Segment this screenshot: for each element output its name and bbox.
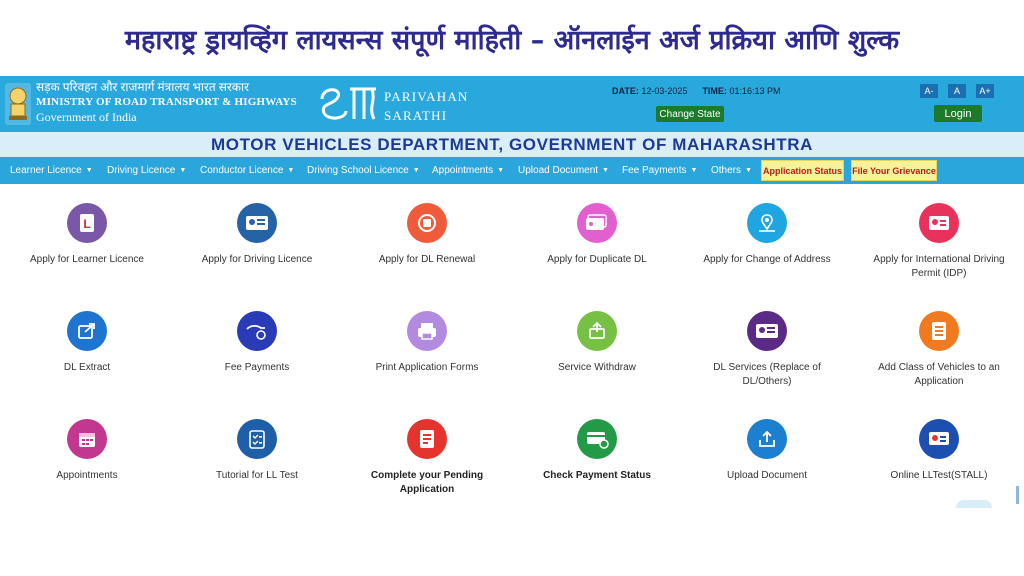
tile-upload-document[interactable] — [692, 419, 842, 483]
renewal-icon — [407, 203, 447, 243]
tile-apply-duplicate-dl[interactable] — [522, 203, 672, 267]
nav-driving-licence[interactable] — [107, 157, 186, 184]
nav-upload-document-label: Upload Document — [518, 165, 599, 176]
department-title: MOTOR VEHICLES DEPARTMENT, GOVERNMENT OF MAHARASHTRA — [211, 134, 813, 154]
nav-learner-licence[interactable] — [10, 157, 93, 184]
font-decrease-button[interactable]: A- — [920, 84, 938, 98]
online-test-icon — [919, 419, 959, 459]
time-value: 01:16:13 PM — [729, 86, 781, 96]
tile-dl-extract[interactable] — [12, 311, 162, 375]
tile-dl-services[interactable] — [692, 311, 842, 389]
nav-fee-payments[interactable] — [622, 157, 697, 184]
nav-conductor-licence-label: Conductor Licence — [200, 165, 284, 176]
department-banner — [0, 132, 1024, 157]
tile-label: Online LLTest(STALL) — [890, 470, 988, 481]
tile-add-class-of-vehicles[interactable] — [864, 311, 1014, 389]
tile-apply-learner-licence[interactable] — [12, 203, 162, 267]
nav-appointments[interactable] — [432, 157, 504, 184]
chevron-down-icon: ▼ — [690, 167, 698, 174]
scroll-to-top-button[interactable] — [956, 500, 992, 508]
nav-driving-licence-label: Driving Licence — [107, 165, 176, 176]
login-button[interactable]: Login — [934, 105, 982, 122]
tile-fee-payments[interactable] — [182, 311, 332, 375]
side-edge-handle — [1016, 486, 1019, 504]
checklist-icon — [237, 419, 277, 459]
headline-text: महाराष्ट्र ड्रायव्हिंग लायसन्स संपूर्ण माहिती – ऑनलाईन अर्ज प्रक्रिया आणि शुल्क — [124, 24, 900, 56]
chevron-down-icon: ▼ — [745, 167, 752, 174]
tile-apply-change-address[interactable] — [692, 203, 842, 267]
nav-appointments-label: Appointments — [432, 165, 494, 176]
tile-label: Upload Document — [726, 470, 808, 481]
calendar-icon — [67, 419, 107, 459]
date-value: 12-03-2025 — [641, 86, 688, 96]
tile-label: DL Extract — [63, 362, 111, 373]
tile-label: Complete your Pending Application — [370, 470, 484, 495]
nav-fee-payments-label: Fee Payments — [622, 165, 687, 176]
share-icon — [67, 311, 107, 351]
chevron-down-icon: ▼ — [497, 167, 505, 174]
payment-card-icon — [577, 419, 617, 459]
tile-apply-dl-renewal[interactable] — [352, 203, 502, 267]
government-of-india: Government of India — [36, 110, 137, 124]
id-card-icon — [747, 311, 787, 351]
svg-text:L: L — [83, 217, 91, 231]
national-emblem-icon — [4, 82, 32, 126]
tile-label: Print Application Forms — [375, 362, 479, 373]
time-label: TIME: — [702, 86, 727, 96]
tile-label: Check Payment Status — [543, 470, 651, 481]
nav-driving-school-licence[interactable] — [307, 157, 420, 184]
tile-label: Service Withdraw — [558, 362, 636, 373]
parivahan-label: PARIVAHAN — [384, 89, 469, 104]
application-status-link[interactable]: Application Status — [761, 160, 844, 181]
payment-hand-icon — [237, 311, 277, 351]
chevron-down-icon: ▼ — [179, 167, 187, 174]
ministry-hindi: सड़क परिवहन और राजमार्ग मंत्रालय भारत सरकार — [36, 80, 249, 94]
font-increase-button[interactable]: A+ — [976, 84, 994, 98]
tile-appointments[interactable] — [12, 419, 162, 483]
upload-icon — [747, 419, 787, 459]
chevron-down-icon: ▼ — [85, 167, 93, 174]
address-pin-icon — [747, 203, 787, 243]
chevron-down-icon: ▼ — [412, 167, 420, 174]
nav-driving-school-licence-label: Driving School Licence — [307, 165, 409, 176]
tile-label: Appointments — [56, 470, 118, 481]
font-normal-button[interactable]: A — [948, 84, 966, 98]
tile-label: Tutorial for LL Test — [216, 470, 298, 481]
nav-conductor-licence[interactable] — [200, 157, 294, 184]
list-form-icon — [919, 311, 959, 351]
nav-upload-document[interactable] — [518, 157, 609, 184]
date-time-readout — [612, 86, 781, 96]
tile-tutorial-ll-test[interactable] — [182, 419, 332, 483]
idp-icon — [919, 203, 959, 243]
tile-label: Fee Payments — [224, 362, 290, 373]
ministry-english: MINISTRY OF ROAD TRANSPORT & HIGHWAYS — [36, 96, 297, 108]
nav-others-label: Others — [711, 165, 742, 176]
learner-licence-icon — [67, 203, 107, 243]
chevron-down-icon: ▼ — [602, 167, 609, 174]
tile-apply-driving-licence[interactable] — [182, 203, 332, 267]
parivahan-sarathi-text — [384, 87, 469, 125]
date-label: DATE: — [612, 86, 639, 96]
withdraw-icon — [577, 311, 617, 351]
tile-online-ll-test[interactable] — [864, 419, 1014, 483]
duplicate-dl-icon — [577, 203, 617, 243]
tile-print-application-forms[interactable] — [352, 311, 502, 375]
tile-label: DL Services (Replace of DL/Others) — [713, 362, 821, 387]
site-header — [0, 76, 1024, 132]
printer-icon — [407, 311, 447, 351]
tile-check-payment-status[interactable] — [522, 419, 672, 483]
change-state-button[interactable]: Change State — [656, 106, 724, 122]
tile-label: Apply for Duplicate DL — [547, 254, 647, 265]
file-grievance-link[interactable]: File Your Grievance — [851, 160, 937, 181]
tile-apply-idp[interactable] — [864, 203, 1014, 281]
tile-complete-pending-application[interactable] — [352, 419, 502, 497]
nav-learner-licence-label: Learner Licence — [10, 165, 82, 176]
tile-label: Apply for DL Renewal — [378, 254, 476, 265]
sarathi-logo-icon — [316, 81, 380, 127]
ministry-block — [36, 80, 297, 125]
chevron-down-icon: ▼ — [287, 167, 295, 174]
tile-label: Apply for Driving Licence — [201, 254, 313, 265]
article-headline — [0, 0, 1024, 76]
main-nav — [0, 157, 1024, 184]
pending-form-icon — [407, 419, 447, 459]
tile-service-withdraw[interactable] — [522, 311, 672, 375]
sarathi-label: SARATHI — [384, 108, 448, 123]
tile-label: Apply for International Driving Permit (IDP) — [873, 254, 1005, 279]
tile-label: Apply for Change of Address — [703, 254, 831, 265]
nav-others[interactable] — [711, 157, 752, 184]
tile-label: Apply for Learner Licence — [30, 254, 144, 265]
driving-licence-icon — [237, 203, 277, 243]
tile-label: Add Class of Vehicles to an Application — [878, 362, 1000, 387]
